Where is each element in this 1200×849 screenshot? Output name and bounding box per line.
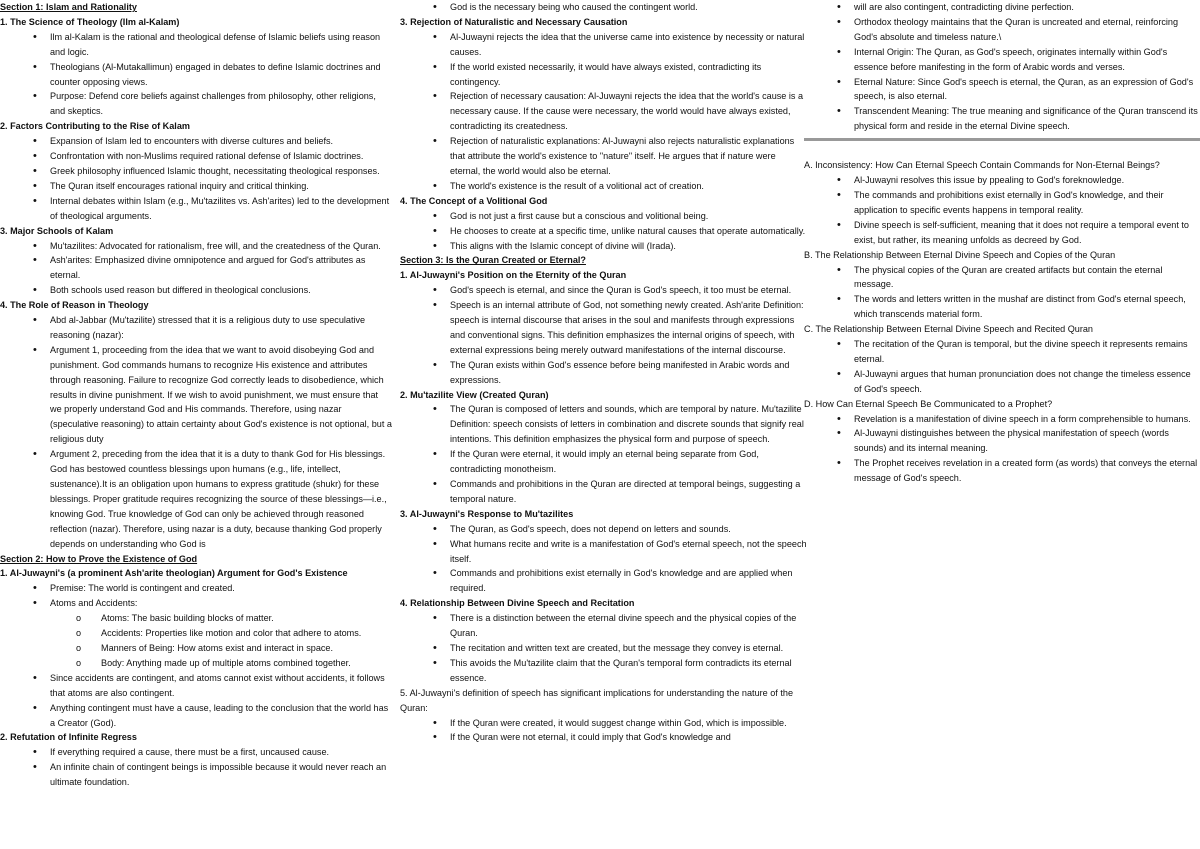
bullet-list — [0, 581, 392, 730]
bullet-item: • Commands and prohibitions exist eternally in God's knowledge and are applied when required. — [400, 566, 808, 596]
bullet-item: • Confrontation with non-Muslims required rational defense of Islamic doctrines. — [0, 149, 392, 164]
bullet-item: • Both schools used reason but differed in theological conclusions. — [0, 283, 392, 298]
bullet-item: • If the world existed necessarily, it would have always existed, contradicting its contingency. — [400, 60, 808, 90]
bullet-item: • Rejection of naturalistic explanations: Al-Juwayni also rejects naturalistic explanations that attribute the world's existence to "nature" itself. He argues that if nature were eternal, the world would also be eternal. — [400, 134, 808, 179]
bullet-list — [400, 209, 808, 254]
paragraph-heading: C. The Relationship Between Eternal Divine Speech and Recited Quran — [804, 324, 1093, 335]
bullet-list — [804, 0, 1200, 134]
section-title: Section 1: Islam and Rationality — [0, 2, 137, 12]
subsection-heading: 4. The Role of Reason in Theology — [0, 300, 149, 311]
section-title: Section 2: How to Prove the Existence of God — [0, 553, 198, 564]
bullet-item: • God's speech is eternal, and since the Quran is God's speech, it too must be eternal. — [400, 283, 808, 298]
bullet-list — [0, 313, 392, 552]
bullet-item: • God is not just a first cause but a conscious and volitional being. — [400, 209, 808, 224]
bullet-list — [0, 134, 392, 223]
section-title: Section 3: Is the Quran Created or Eternal? — [400, 255, 586, 266]
sub-bullet-item: o Manners of Being: How atoms exist and interact in space. — [0, 641, 392, 656]
bullet-item: • Eternal Nature: Since God's speech is eternal, the Quran, as an expression of God's speech, is also eternal. — [804, 75, 1200, 105]
bullet-item: • Expansion of Islam led to encounters with diverse cultures and beliefs. — [0, 134, 392, 149]
subsection-heading: 3. Rejection of Naturalistic and Necessary Causation — [400, 16, 628, 27]
bullet-list — [0, 239, 392, 299]
bullet-item: • Transcendent Meaning: The true meaning and significance of the Quran transcend its physical form and reside in the eternal Divine speech. — [804, 104, 1200, 134]
subsection-heading: 1. Al-Juwayni's Position on the Eternity of the Quran — [400, 270, 627, 281]
bullet-item: • Premise: The world is contingent and created. — [0, 581, 392, 596]
subsection-heading: 2. Refutation of Infinite Regress — [0, 732, 137, 743]
bullet-list — [400, 402, 808, 506]
bullet-item: • Al-Juwayni argues that human pronunciation does not change the timeless essence of God's speech. — [804, 367, 1200, 397]
bullet-list — [400, 522, 808, 597]
bullet-list — [804, 263, 1200, 323]
bullet-item: • Argument 1, proceeding from the idea that we want to avoid disobeying God and punishment. God commands humans to recognize His existence and attributes through reasoning. Failure to recognize God correctly leads to disobedience, which results in divine punishment. If we wish to avoid punishment, we must ensure that we properly understand God and His commands. Therefore, using nazar (speculative reasoning) to attain certainty about God's existence is not optional, but a religious duty — [0, 343, 392, 447]
column-2 — [400, 0, 808, 745]
bullet-item: • Al-Juwayni resolves this issue by ppealing to God's foreknowledge. — [804, 173, 1200, 188]
bullet-item: • Theologians (Al-Mutakallimun) engaged in debates to define Islamic doctrines and counter opposing views. — [0, 60, 392, 90]
bullet-item: • The Quran exists within God's essence before being manifested in Arabic words and expressions. — [400, 358, 808, 388]
bullet-item: • The Quran is composed of letters and sounds, which are temporal by nature. Mu'tazilite Definition: speech consists of letters in combination and discrete sounds that signify real intentions. This definition emphasizes the physical form and purpose of speech. — [400, 402, 808, 447]
bullet-item: • Commands and prohibitions in the Quran are directed at temporal beings, suggesting a temporal nature. — [400, 477, 808, 507]
sub-bullet-item: o Atoms: The basic building blocks of matter. — [0, 611, 392, 626]
bullet-item: • If everything required a cause, there must be a first, uncaused cause. — [0, 745, 392, 760]
bullet-item: • If the Quran were created, it would suggest change within God, which is impossible. — [400, 716, 808, 731]
bullet-item: • Rejection of necessary causation: Al-Juwayni rejects the idea that the world's cause is a necessary cause. If the cause were necessary, the world would have always existed, contradicting its createdness. — [400, 89, 808, 134]
bullet-item: • will are also contingent, contradicting divine perfection. — [804, 0, 1200, 15]
bullet-list — [804, 173, 1200, 248]
bullet-item: • Abd al-Jabbar (Mu'tazilite) stressed that it is a religious duty to use speculative reasoning (nazar): — [0, 313, 392, 343]
bullet-item: • Speech is an internal attribute of God, not something newly created. Ash'arite Definition: speech is internal discourse that arises in the soul and manifests through expressions and conventional signs. This definition emphasizes the internal origins of speech, with external expressions being merely outward manifestations of the internal discourse. — [400, 298, 808, 358]
subsection-heading: 4. Relationship Between Divine Speech and Recitation — [400, 598, 635, 609]
subsection-heading: 2. Mu'tazilite View (Created Quran) — [400, 389, 549, 400]
bullet-item: • The physical copies of the Quran are created artifacts but contain the eternal message. — [804, 263, 1200, 293]
bullet-item: • Orthodox theology maintains that the Quran is uncreated and eternal, reinforcing God's absolute and timeless nature.\ — [804, 15, 1200, 45]
bullet-item: • The words and letters written in the mushaf are distinct from God's eternal speech, which transcends material form. — [804, 292, 1200, 322]
bullet-item: • What humans recite and write is a manifestation of God's eternal speech, not the speech itself. — [400, 537, 808, 567]
bullet-list — [400, 716, 808, 746]
bullet-item: • Since accidents are contingent, and atoms cannot exist without accidents, it follows that atoms are also contingent. — [0, 671, 392, 701]
bullet-item: • The commands and prohibitions exist eternally in God's knowledge, and their application to specific events happens in temporal reality. — [804, 188, 1200, 218]
bullet-item: • If the Quran were eternal, it would imply an eternal being separate from God, contradicting monotheism. — [400, 447, 808, 477]
bullet-item: • Ilm al-Kalam is the rational and theological defense of Islamic beliefs using reason and logic. — [0, 30, 392, 60]
bullet-item: • Al-Juwayni rejects the idea that the universe came into existence by necessity or natural causes. — [400, 30, 808, 60]
bullet-item: • Internal Origin: The Quran, as God's speech, originates internally within God's essence before manifesting in the form of Arabic words and verses. — [804, 45, 1200, 75]
bullet-list — [0, 30, 392, 119]
bullet-item: • Ash'arites: Emphasized divine omnipotence and argued for God's attributes as eternal. — [0, 253, 392, 283]
paragraph-heading: D. How Can Eternal Speech Be Communicated to a Prophet? — [804, 398, 1053, 409]
bullet-item: • The Quran, as God's speech, does not depend on letters and sounds. — [400, 522, 808, 537]
bullet-item: • The recitation and written text are created, but the message they convey is eternal. — [400, 641, 808, 656]
column-1 — [0, 0, 392, 790]
bullet-item: • Internal debates within Islam (e.g., Mu'tazilites vs. Ash'arites) led to the development of theological arguments. — [0, 194, 392, 224]
bullet-list — [0, 745, 392, 790]
bullet-item: • Mu'tazilites: Advocated for rationalism, free will, and the createdness of the Quran. — [0, 239, 392, 254]
bullet-item: • Al-Juwayni distinguishes between the physical manifestation of speech (words sounds) and its internal meaning. — [804, 426, 1200, 456]
bullet-item: • This avoids the Mu'tazilite claim that the Quran's temporal form contradicts its eternal essence. — [400, 656, 808, 686]
bullet-item: • This aligns with the Islamic concept of divine will (Irada). — [400, 239, 808, 254]
sub-bullet-item: o Accidents: Properties like motion and color that adhere to atoms. — [0, 626, 392, 641]
subsection-heading: 1. Al-Juwayni's (a prominent Ash'arite theologian) Argument for God's Existence — [0, 568, 348, 579]
bullet-item: • Argument 2, preceding from the idea that it is a duty to thank God for His blessings. God has bestowed countless blessings upon humans (e.g., life, intellect, sustenance).It is an obligation upon humans to express gratitude (shukr) for these blessings. Proper gratitude requires recognizing the source of these blessings—i.e., knowing God. True knowledge of God can only be achieved through reasoned reflection (nazar). Therefore, using nazar is a duty, because thanking God properly depends on understanding who God is — [0, 447, 392, 551]
bullet-item: • Divine speech is self-sufficient, meaning that it does not require a temporal event to exist, but rather, its meaning unfolds as decreed by God. — [804, 218, 1200, 248]
bullet-item: • An infinite chain of contingent beings is impossible because it would never reach an ultimate foundation. — [0, 760, 392, 790]
bullet-item: • Atoms and Accidents: — [0, 596, 392, 611]
bullet-item: • God is the necessary being who caused the contingent world. — [400, 0, 808, 15]
bullet-item: • Anything contingent must have a cause, leading to the conclusion that the world has a Creator (God). — [0, 701, 392, 731]
subsection-heading: 1. The Science of Theology (Ilm al-Kalam) — [0, 16, 180, 27]
bullet-item: • The Prophet receives revelation in a created form (as words) that conveys the eternal message of God's speech. — [804, 456, 1200, 486]
bullet-item: • The recitation of the Quran is temporal, but the divine speech it represents remains eternal. — [804, 337, 1200, 367]
section-divider — [804, 138, 1200, 141]
bullet-item: • If the Quran were not eternal, it could imply that God's knowledge and — [400, 730, 808, 745]
subsection-heading: 3. Al-Juwayni's Response to Mu'tazilites — [400, 508, 574, 519]
bullet-item: • Greek philosophy influenced Islamic thought, necessitating theological responses. — [0, 164, 392, 179]
paragraph-heading: A. Inconsistency: How Can Eternal Speech Contain Commands for Non-Eternal Beings? — [804, 160, 1160, 171]
sub-bullet-item: o Body: Anything made up of multiple atoms combined together. — [0, 656, 392, 671]
bullet-item: • Revelation is a manifestation of divine speech in a form comprehensible to humans. — [804, 412, 1200, 427]
paragraph-heading: 5. Al-Juwayni's definition of speech has significant implications for understanding the nature of the Quran: — [400, 687, 793, 713]
bullet-list — [400, 0, 808, 15]
bullet-item: • Purpose: Defend core beliefs against challenges from philosophy, other religions, and skeptics. — [0, 89, 392, 119]
bullet-item: • The world's existence is the result of a volitional act of creation. — [400, 179, 808, 194]
bullet-list — [804, 337, 1200, 397]
subsection-heading: 3. Major Schools of Kalam — [0, 225, 114, 236]
bullet-item: • There is a distinction between the eternal divine speech and the physical copies of the Quran. — [400, 611, 808, 641]
column-3 — [804, 0, 1200, 486]
bullet-list — [804, 412, 1200, 487]
bullet-list — [400, 611, 808, 686]
bullet-item: • He chooses to create at a specific time, unlike natural causes that operate automatically. — [400, 224, 808, 239]
paragraph-heading: B. The Relationship Between Eternal Divine Speech and Copies of the Quran — [804, 249, 1116, 260]
subsection-heading: 2. Factors Contributing to the Rise of Kalam — [0, 121, 190, 132]
subsection-heading: 4. The Concept of a Volitional God — [400, 195, 548, 206]
bullet-list — [400, 283, 808, 387]
bullet-item: • The Quran itself encourages rational inquiry and critical thinking. — [0, 179, 392, 194]
bullet-list — [400, 30, 808, 194]
